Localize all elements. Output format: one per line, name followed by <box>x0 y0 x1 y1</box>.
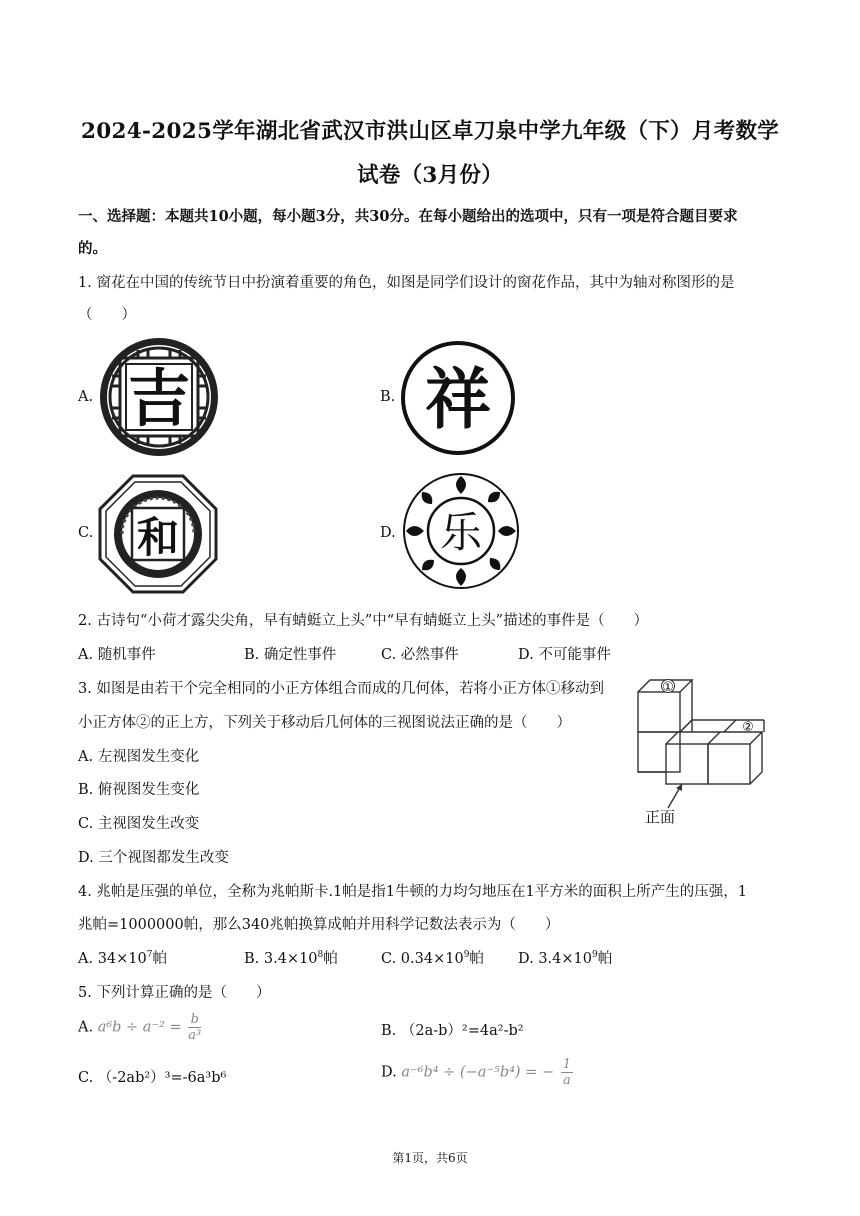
q2-option-a[interactable]: A. 随机事件 <box>78 647 156 663</box>
q4-option-c[interactable]: C. $0.34\times 10^9$帕 <box>381 950 484 967</box>
q2-option-d[interactable]: D. 不可能事件 <box>518 647 611 663</box>
section-heading-continued: 的。 <box>78 240 107 257</box>
page-footer: 第1页，共6页 <box>392 1151 468 1165</box>
q1-option-b-image <box>400 340 516 456</box>
q4-option-d[interactable]: D. $3.4\times 10^9$帕 <box>518 950 613 967</box>
q5-option-b[interactable]: B. （2a-b）²=4a²-b² <box>381 1023 524 1039</box>
q4-option-b[interactable]: B. $3.4\times 10^8$帕 <box>244 950 338 967</box>
q4-option-a[interactable]: A. $34\times 10^7$帕 <box>78 950 167 967</box>
q1-option-d-char: 乐 <box>439 508 483 557</box>
q1-option-b-label: B. <box>380 389 396 405</box>
section-heading: 一、选择题：本题共10小题，每小题3分，共30分。在每小题给出的选项中，只有一项是符合题目要求 <box>78 208 738 225</box>
q2-option-b[interactable]: B. 确定性事件 <box>244 647 337 663</box>
q3-option-a[interactable]: A. 左视图发生变化 <box>78 749 200 765</box>
q3-option-b[interactable]: B. 俯视图发生变化 <box>78 782 200 798</box>
q3-front-label: 正面 <box>644 808 676 826</box>
q1-option-a-char: 吉 <box>127 362 191 435</box>
exam-title-continued: 试卷（3月份） <box>356 163 504 188</box>
q5-option-d[interactable]: D. a⁻⁶b⁴ ÷ (−a⁻⁵b⁴) = − $\frac{1}{a}$ <box>381 1057 571 1088</box>
q1-option-b-char: 祥 <box>425 361 491 438</box>
q3-stem-continued: 小正方体②的正上方，下列关于移动后几何体的三视图说法正确的是（ ） <box>78 715 571 731</box>
q3-cube-label-2: ② <box>742 720 754 735</box>
q1-option-a-image <box>98 336 220 458</box>
q1-option-d-label: D. <box>380 525 396 541</box>
q2-stem: 2. 古诗句“小荷才露尖尖角，早有蜻蜓立上头”中“早有蜻蜓立上头”描述的事件是（ ） <box>78 613 649 629</box>
q1-option-a-label: A. <box>78 389 94 405</box>
q3-cube-figure <box>632 672 782 832</box>
exam-title: 2024-2025学年湖北省武汉市洪山区卓刀泉中学九年级（下）月考数学 <box>80 119 780 144</box>
q5-option-c[interactable]: C. （-2ab²）³=-6a³b⁶ <box>78 1070 227 1086</box>
q1-option-c-char: 和 <box>136 513 180 562</box>
q3-option-c[interactable]: C. 主视图发生改变 <box>78 816 200 832</box>
q1-option-d-image <box>402 472 520 590</box>
q3-stem: 3. 如图是由若干个完全相同的小正方体组合而成的几何体，若将小正方体①移动到 <box>78 681 604 697</box>
q1-option-c-image <box>98 474 218 594</box>
q1-stem: 1. 窗花在中国的传统节日中扮演着重要的角色，如图是同学们设计的窗花作品，其中为轴对称图形的是 <box>78 275 735 291</box>
q4-stem: 4. 兆帕是压强的单位，全称为兆帕斯卡.1帕是指1牛顿的力均匀地压在1平方米的面积上所产生的压强，1 <box>78 884 747 900</box>
q3-cube-label-1: ① <box>662 680 674 695</box>
q5-option-a[interactable]: A. a⁶b ÷ a⁻² = $\frac{b}{\text{a³}}$ <box>78 1012 202 1043</box>
q1-option-c-label: C. <box>78 525 94 541</box>
q3-option-d[interactable]: D. 三个视图都发生改变 <box>78 850 229 866</box>
q5-stem: 5. 下列计算正确的是（ ） <box>78 985 271 1001</box>
q1-stem-continued: （ ） <box>78 307 136 323</box>
q2-option-c[interactable]: C. 必然事件 <box>381 647 459 663</box>
q4-stem-continued: 兆帕=1000000帕，那么340兆帕换算成帕并用科学记数法表示为（ ） <box>78 917 560 933</box>
